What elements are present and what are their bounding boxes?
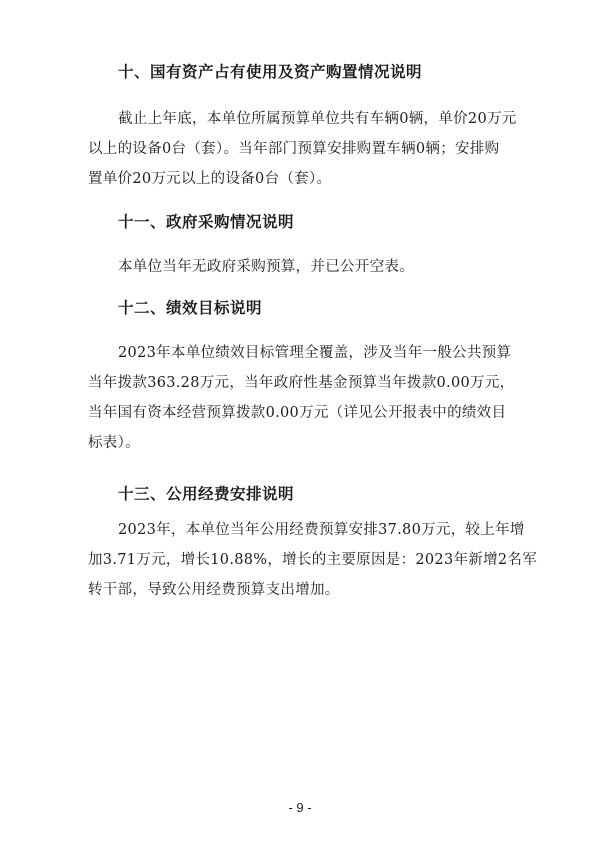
page-number: - 9 - bbox=[288, 800, 312, 815]
section-heading-performance: 十二、绩效目标说明 bbox=[118, 299, 263, 317]
paragraph-line: 当年国有资本经营预算拨款0.00万元（详见公开报表中的绩效目 bbox=[88, 405, 507, 421]
paragraph-line: 本单位当年无政府采购预算，并已公开空表。 bbox=[118, 259, 414, 275]
paragraph-line: 2023年，本单位当年公用经费预算安排37.80万元，较上年增 bbox=[118, 522, 525, 538]
paragraph-line: 标表）。 bbox=[88, 435, 140, 451]
paragraph-line: 置单价20万元以上的设备0台（套）。 bbox=[88, 171, 332, 187]
section-body-performance bbox=[88, 338, 518, 458]
paragraph-line: 加3.71万元，增长10.88%，增长的主要原因是：2023年新增2名军 bbox=[88, 552, 537, 568]
section-body-procurement bbox=[88, 252, 518, 282]
paragraph-line: 当年拨款363.28万元，当年政府性基金预算当年拨款0.00万元， bbox=[88, 375, 515, 391]
paragraph-line: 截止上年底，本单位所属预算单位共有车辆0辆，单价20万元 bbox=[118, 111, 517, 127]
section-body-assets bbox=[88, 104, 518, 194]
section-heading-procurement: 十一、政府采购情况说明 bbox=[118, 213, 295, 231]
section-heading-assets: 十、国有资产占有使用及资产购置情况说明 bbox=[118, 63, 423, 81]
section-body-public-funds bbox=[88, 515, 537, 605]
section-heading-public-funds: 十三、公用经费安排说明 bbox=[118, 485, 295, 503]
paragraph-line: 2023年本单位绩效目标管理全覆盖，涉及当年一般公共预算 bbox=[118, 345, 512, 361]
paragraph-line: 转干部，导致公用经费预算支出增加。 bbox=[88, 582, 340, 598]
paragraph-line: 以上的设备0台（套）。当年部门预算安排购置车辆0辆；安排购 bbox=[88, 141, 500, 157]
